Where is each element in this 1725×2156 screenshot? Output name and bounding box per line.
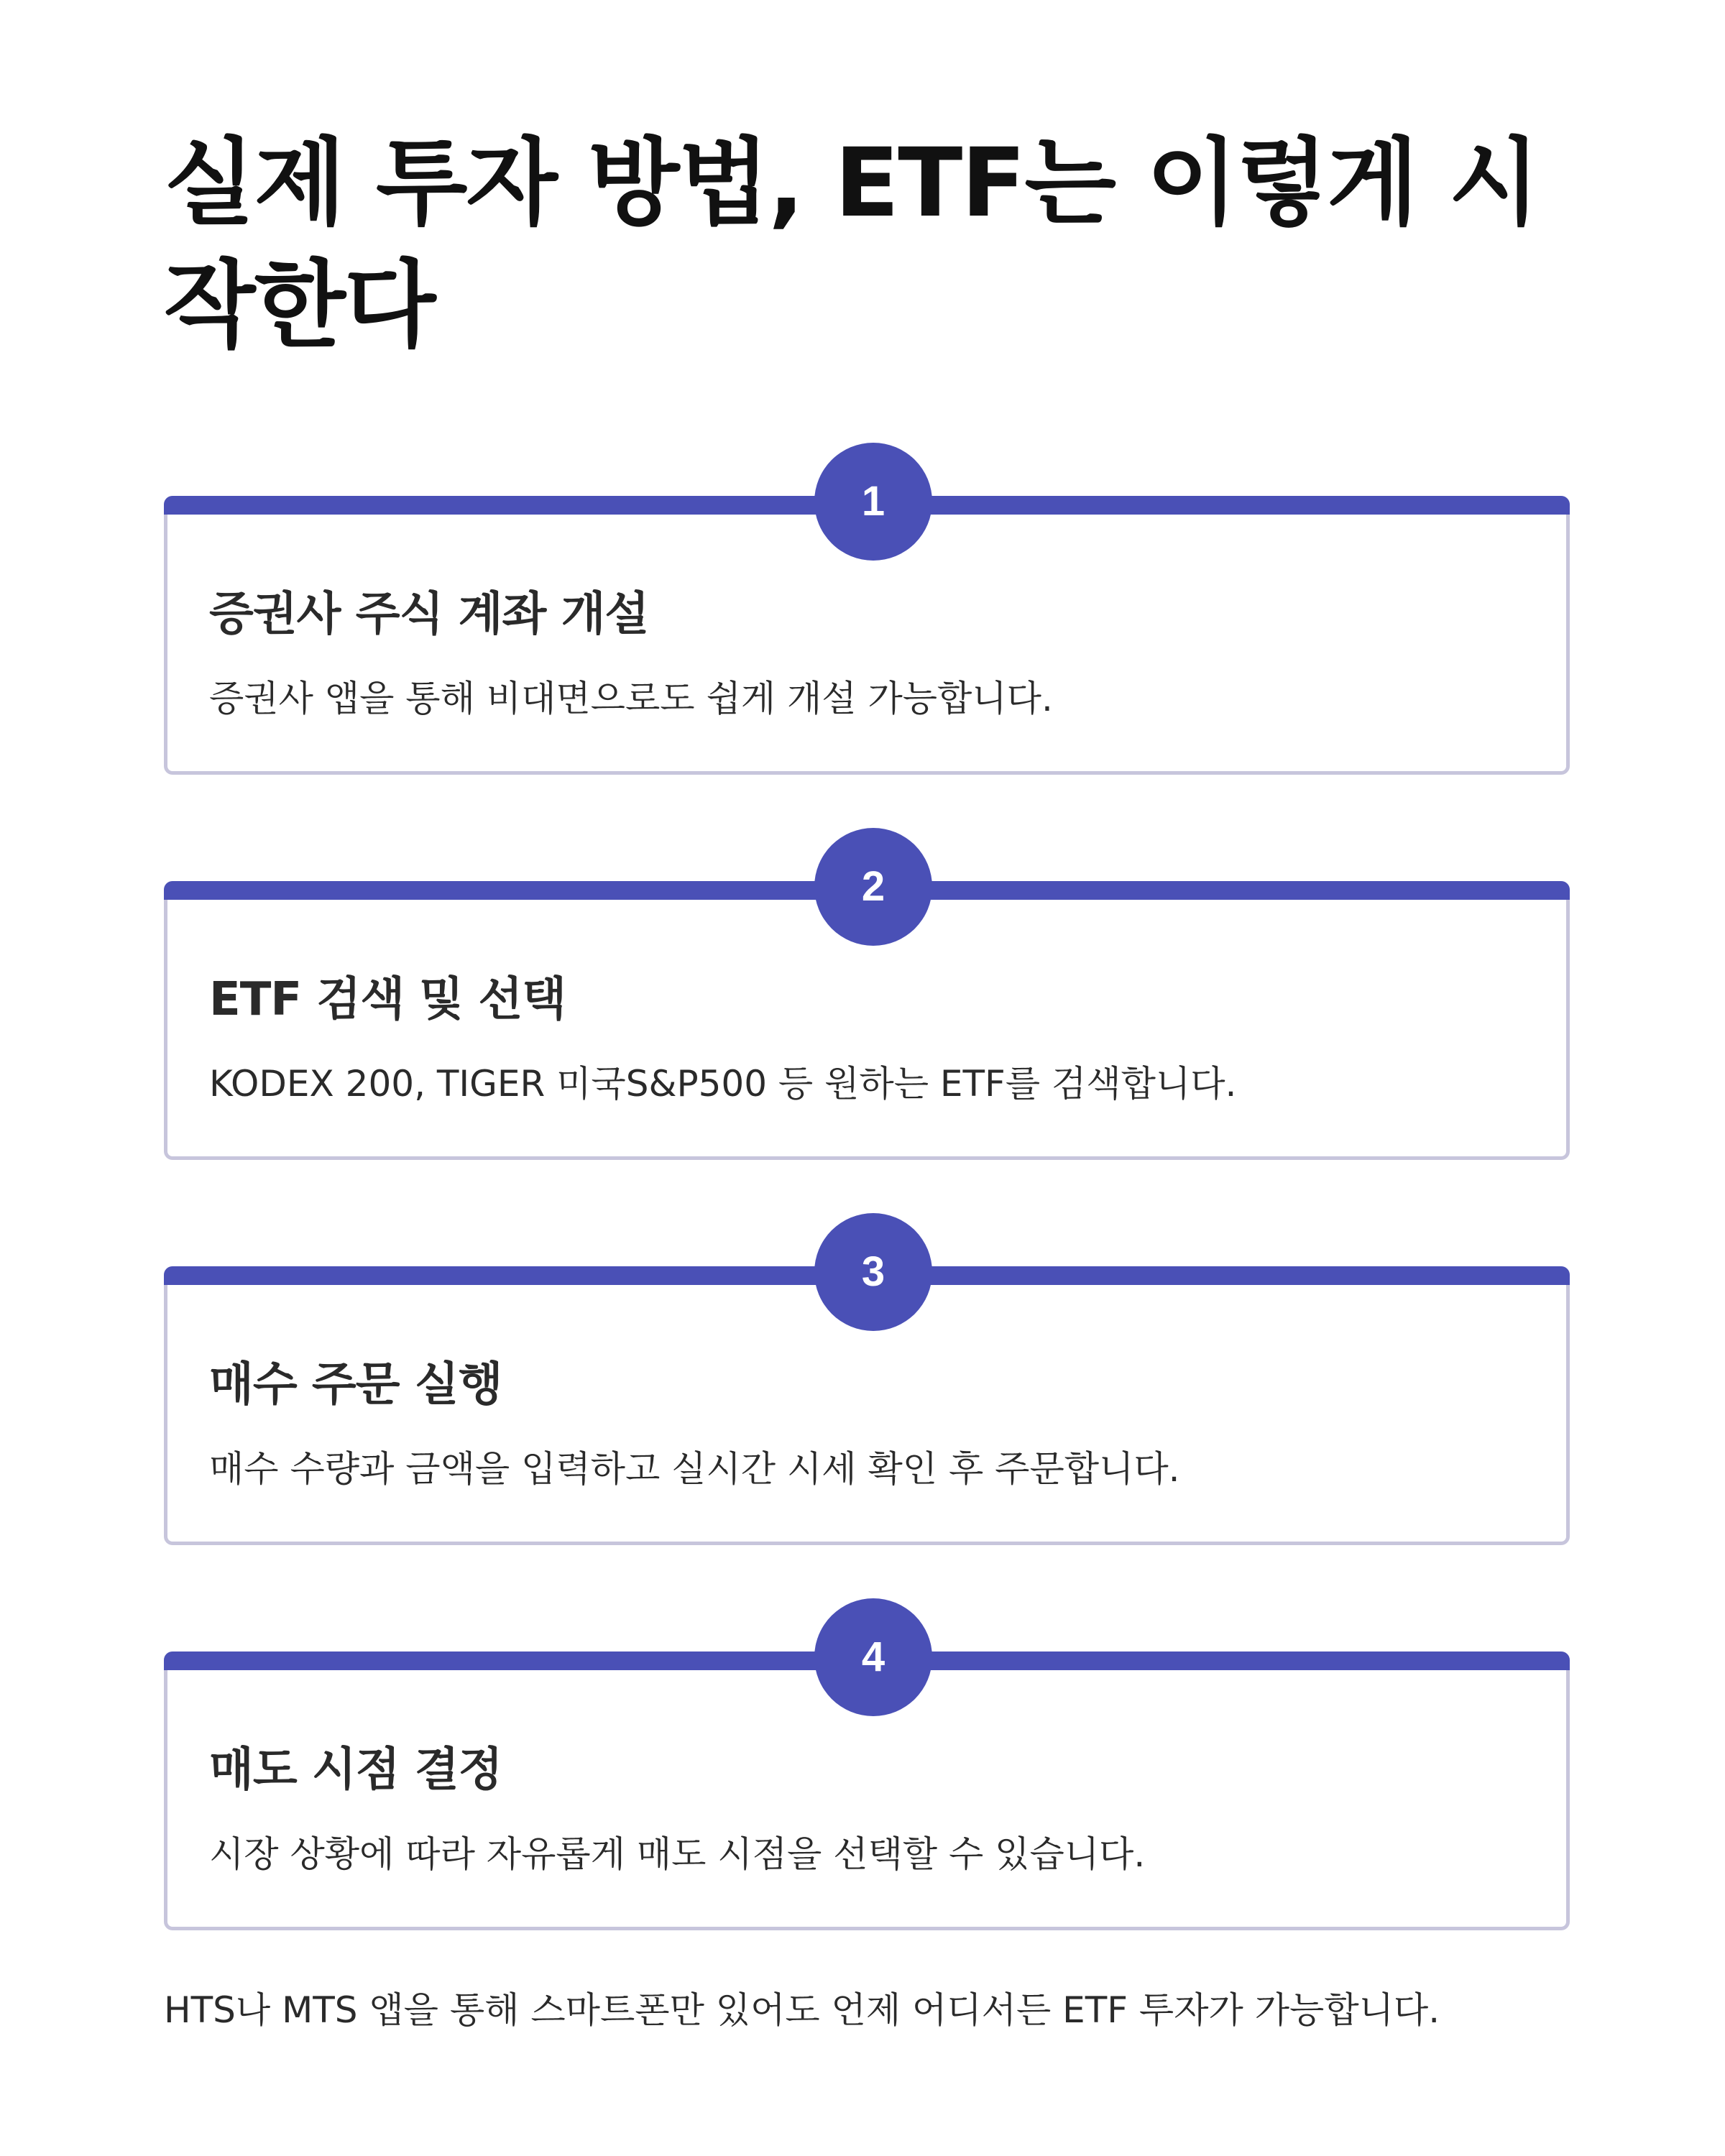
page-title: 실제 투자 방법, ETF는 이렇게 시작한다 xyxy=(164,128,1539,361)
step-number-badge: 1 xyxy=(814,443,932,561)
step-number-badge: 2 xyxy=(814,828,932,946)
step-description: KODEX 200, TIGER 미국S&P500 등 원하는 ETF를 검색합니다. xyxy=(209,1063,1237,1105)
step-card-1 xyxy=(164,478,1570,775)
step-number-badge: 3 xyxy=(814,1213,932,1331)
step-card-2 xyxy=(164,863,1570,1160)
footer-note: HTS나 MTS 앱을 통해 스마트폰만 있어도 언제 어디서든 ETF 투자가 가능합니다. xyxy=(164,1989,1440,2031)
step-title: ETF 검색 및 선택 xyxy=(209,973,566,1026)
step-title: 매도 시점 결정 xyxy=(209,1743,502,1797)
step-title: 증권사 주식 계좌 개설 xyxy=(209,588,649,641)
step-card-4 xyxy=(164,1634,1570,1930)
step-description: 증권사 앱을 통해 비대면으로도 쉽게 개설 가능합니다. xyxy=(209,678,1053,719)
step-description: 매수 수량과 금액을 입력하고 실시간 시세 확인 후 주문합니다. xyxy=(209,1448,1180,1490)
step-title: 매수 주문 실행 xyxy=(209,1358,502,1411)
step-description: 시장 상황에 따라 자유롭게 매도 시점을 선택할 수 있습니다. xyxy=(209,1833,1146,1875)
step-card-3 xyxy=(164,1248,1570,1545)
step-number-badge: 4 xyxy=(814,1598,932,1716)
